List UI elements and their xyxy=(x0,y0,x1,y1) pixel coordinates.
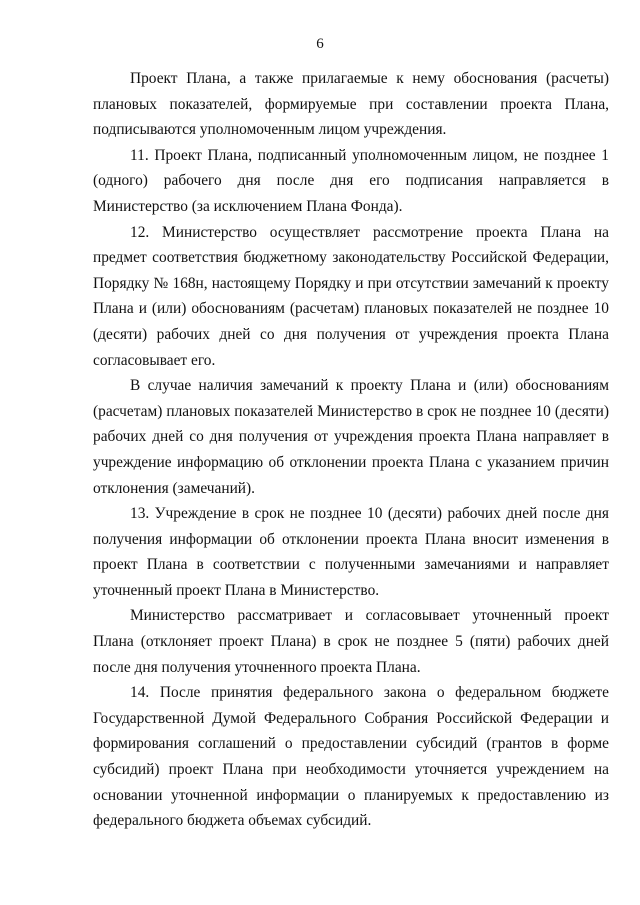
paragraph-remarks: В случае наличия замечаний к проекту Плана и (или) обоснованиям (расчетам) плановых показателей Министерство в срок не позднее 10 (десяти) рабочих дней со дня получения от учреждения проекта Плана направляет в учреждение информацию об отклонении проекта Плана с указанием причин отклонения (замечаний). xyxy=(93,377,609,497)
page-number: 6 xyxy=(316,36,324,52)
document-body xyxy=(93,66,609,834)
paragraph-11: 11. Проект Плана, подписанный уполномоченным лицом, не позднее 1 (одного) рабочего дня после дня его подписания направляется в Министерство (за исключением Плана Фонда). xyxy=(93,146,609,215)
paragraph-14: 14. После принятия федерального закона о федеральном бюджете Государственной Думой Федерального Собрания Российской Федерации и формирования соглашений о предоставлении субсидий (грантов в форме субсидий) проект Плана при необходимости уточняется учреждением на основании уточненной информации о планируемых к предоставлению из федерального бюджета объемах субсидий. xyxy=(93,684,609,830)
paragraph-signing: Проект Плана, а также прилагаемые к нему обоснования (расчеты) плановых показателей, формируемые при составлении проекта Плана, подписываются уполномоченным лицом учреждения. xyxy=(93,70,609,139)
paragraph-12: 12. Министерство осуществляет рассмотрение проекта Плана на предмет соответствия бюджетному законодательству Российской Федерации, Порядку № 168н, настоящему Порядку и при отсутствии замечаний к проекту Плана и (или) обоснованиям (расчетам) плановых показателей не позднее 10 (десяти) рабочих дней со дня получения от учреждения проекта Плана согласовывает его. xyxy=(93,223,609,369)
paragraph-ministry-review: Министерство рассматривает и согласовывает уточненный проект Плана (отклоняет проект Плана) в срок не позднее 5 (пяти) рабочих дней после дня получения уточненного проекта Плана. xyxy=(93,607,609,676)
paragraph-13: 13. Учреждение в срок не позднее 10 (десяти) рабочих дней после дня получения информации об отклонении проекта Плана вносит изменения в проект Плана в соответствии с полученными замечаниями и направляет уточненный проект Плана в Министерство. xyxy=(93,505,609,599)
